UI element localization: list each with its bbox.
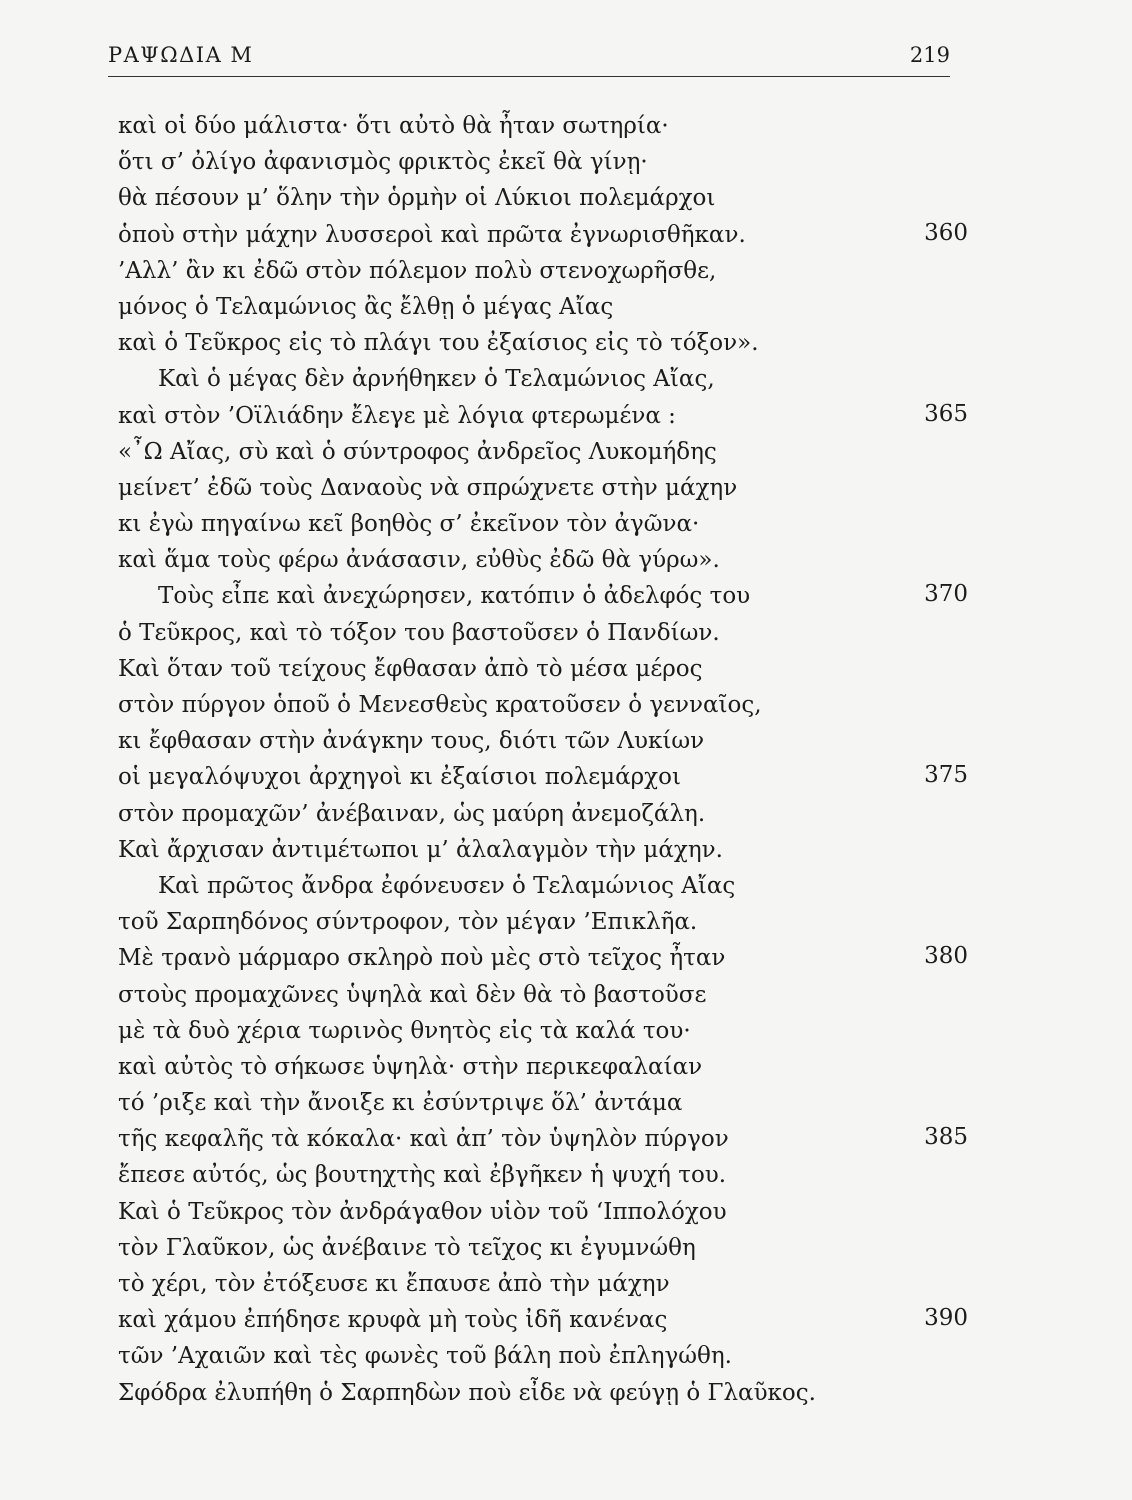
verse-text: μόνος ὁ Τελαμώνιος ἂς ἔλθῃ ὁ μέγας Αἴας: [118, 293, 614, 320]
verse-text: καὶ στὸν ’Οϊλιάδην ἔλεγε μὲ λόγια φτερωμένα :: [118, 402, 676, 429]
verse-line: [118, 542, 968, 578]
verse-line: [118, 1121, 968, 1157]
verse-line: [118, 1013, 968, 1049]
verse-text: ὁποὺ στὴν μάχην λυσσεροὶ καὶ πρῶτα ἐγνωρισθῆκαν.: [118, 221, 746, 248]
verse-line: [118, 940, 968, 976]
verse-line: [118, 578, 968, 614]
line-number: 390: [924, 1305, 968, 1332]
verse-text: Καὶ ἄρχισαν ἀντιμέτωποι μ’ ἀλαλαγμὸν τὴν μάχην.: [118, 836, 723, 863]
verse-line: [118, 723, 968, 759]
page-header: [108, 40, 950, 70]
verse-text: Καὶ ὅταν τοῦ τείχους ἔφθασαν ἀπὸ τὸ μέσα μέρος: [118, 655, 703, 682]
verse-block: [118, 108, 968, 1411]
verse-text: τοῦ Σαρπηδόνος σύντροφον, τὸν μέγαν ’Επικλῆα.: [118, 909, 698, 936]
verse-text: τὸν Γλαῦκον, ὡς ἀνέβαινε τὸ τεῖχος κι ἐγυμνώθη: [118, 1234, 696, 1261]
verse-text: Τοὺς εἶπε καὶ ἀνεχώρησεν, κατόπιν ὁ ἀδελφός του: [158, 583, 751, 610]
verse-line: [118, 253, 968, 289]
verse-text: ὁ Τεῦκρος, καὶ τὸ τόξον του βαστοῦσεν ὁ Πανδίων.: [118, 619, 720, 646]
verse-line: [118, 977, 968, 1013]
verse-text: στὸν προμαχῶν’ ἀνέβαιναν, ὡς μαύρη ἀνεμοζάλη.: [118, 800, 706, 827]
verse-text: στοὺς προμαχῶνες ὑψηλὰ καὶ δὲν θὰ τὸ βαστοῦσε: [118, 981, 707, 1008]
verse-text: στὸν πύργον ὁπoῦ ὁ Μενεσθεὺς κρατοῦσεν ὁ γενναῖος,: [118, 692, 762, 718]
verse-text: μὲ τὰ δυὸ χέρια τωρινὸς θνητὸς εἰς τὰ καλά του·: [118, 1017, 691, 1044]
verse-line: [118, 398, 968, 434]
verse-line: [118, 217, 968, 253]
verse-line: [118, 1302, 968, 1338]
line-number: 360: [924, 219, 968, 246]
verse-text: καὶ χάμου ἐπήδησε κρυφὰ μὴ τοὺς ἰδῆ κανένας: [118, 1307, 668, 1334]
verse-text: καὶ ἅμα τοὺς φέρω ἀνάσασιν, εὐθὺς ἐδῶ θὰ γύρω».: [118, 547, 720, 574]
line-number: 385: [924, 1124, 968, 1151]
header-rule: [108, 76, 950, 77]
verse-line: [118, 615, 968, 651]
verse-line: [118, 796, 968, 832]
verse-text: κι ἔφθασαν στὴν ἀνάγκην τους, διότι τῶν Λυκίων: [118, 728, 705, 755]
verse-text: Καὶ ὁ μέγας δὲν ἀρνήθηκεν ὁ Τελαμώνιος Αἴας,: [158, 366, 715, 393]
verse-text: καὶ αὐτὸς τὸ σήκωσε ὑψηλὰ· στὴν περικεφαλαίαν: [118, 1053, 703, 1080]
verse-line: [118, 651, 968, 687]
verse-text: οἱ μεγαλόψυχοι ἀρχηγοὶ κι ἐξαίσιοι πολεμάρχοι: [118, 764, 681, 791]
verse-text: τό ’ριξε καὶ τὴν ἄνοιξε κι ἐσύντριψε ὅλ’ ἀντάμα: [118, 1090, 683, 1117]
page-number: 219: [909, 43, 950, 67]
verse-text: κι ἐγὼ πηγαίνω κεῖ βοηθὸς σ’ ἐκεῖνον τὸν ἀγῶνα·: [118, 511, 700, 538]
verse-line: [118, 1230, 968, 1266]
verse-line: [118, 832, 968, 868]
verse-text: τῶν ’Αχαιῶν καὶ τὲς φωνὲς τοῦ βάλη ποὺ ἐπληγώθη.: [118, 1343, 732, 1370]
verse-text: μείνετ’ ἐδῶ τοὺς Δαναοὺς νὰ σπρώχνετε στὴν μάχην: [118, 474, 738, 501]
verse-line: [118, 506, 968, 542]
verse-line: [118, 1338, 968, 1374]
running-title: ΡΑΨΩΔΙΑ Μ: [108, 43, 254, 67]
verse-line: [118, 687, 968, 723]
verse-line: [118, 759, 968, 795]
line-number: 365: [924, 400, 968, 427]
verse-text: ἔπεσε αὐτός, ὡς βουτηχτὴς καὶ ἐβγῆκεν ἡ ψυχή του.: [118, 1162, 727, 1189]
verse-text: τὸ χέρι, τὸν ἐτόξευσε κι ἔπαυσε ἀπὸ τὴν μάχην: [118, 1271, 670, 1297]
line-number: 370: [924, 581, 968, 608]
verse-line: [118, 180, 968, 216]
verse-line: [118, 108, 968, 144]
verse-line: [118, 1157, 968, 1193]
line-number: 380: [924, 943, 968, 970]
verse-line: [118, 361, 968, 397]
verse-line: [118, 1049, 968, 1085]
verse-text: Μὲ τρανὸ μάρμαρο σκληρὸ ποὺ μὲς στὸ τεῖχος ἦταν: [118, 945, 726, 972]
verse-text: ὅτι σ’ ὀλίγο ἀφανισμὸς φρικτὸς ἐκεῖ θὰ γίνῃ·: [118, 149, 648, 176]
verse-text: «῏Ω Αἴας, σὺ καὶ ὁ σύντροφος ἀνδρεῖος Λυκομήδης: [118, 438, 717, 465]
verse-text: Καὶ ὁ Τεῦκρος τὸν ἀνδράγαθον υἱὸν τοῦ ‘Ιππολόχου: [118, 1198, 727, 1225]
verse-text: Σφόδρα ἐλυπήθη ὁ Σαρπηδὼν ποὺ εἶδε νὰ φεύγῃ ὁ Γλαῦκος.: [118, 1379, 816, 1406]
verse-text: τῆς κεφαλῆς τὰ κόκαλα· καὶ ἀπ’ τὸν ὑψηλὸν πύργον: [118, 1126, 729, 1153]
verse-text: θὰ πέσουν μ’ ὅλην τὴν ὁρμὴν οἱ Λύκιοι πολεμάρχοι: [118, 185, 716, 212]
verse-text: Καὶ πρῶτος ἄνδρα ἐφόνευσεν ὁ Τελαμώνιος Αἴας: [158, 872, 736, 899]
verse-text: καὶ ὁ Τεῦκρος εἰς τὸ πλάγι του ἐξαίσιος εἰς τὸ τόξον».: [118, 330, 759, 357]
verse-line: [118, 1375, 968, 1411]
verse-line: [118, 144, 968, 180]
verse-line: [118, 325, 968, 361]
line-number: 375: [924, 762, 968, 789]
verse-line: [118, 868, 968, 904]
verse-line: [118, 904, 968, 940]
verse-line: [118, 434, 968, 470]
verse-line: [118, 289, 968, 325]
verse-text: ’Αλλ’ ἂν κι ἐδῶ στὸν πόλεμον πολὺ στενοχωρῆσθε,: [118, 257, 717, 284]
verse-text: καὶ οἱ δύο μάλιστα· ὅτι αὐτὸ θὰ ἦταν σωτηρία·: [118, 113, 669, 139]
verse-line: [118, 1266, 968, 1302]
verse-line: [118, 1085, 968, 1121]
verse-line: [118, 1194, 968, 1230]
verse-line: [118, 470, 968, 506]
